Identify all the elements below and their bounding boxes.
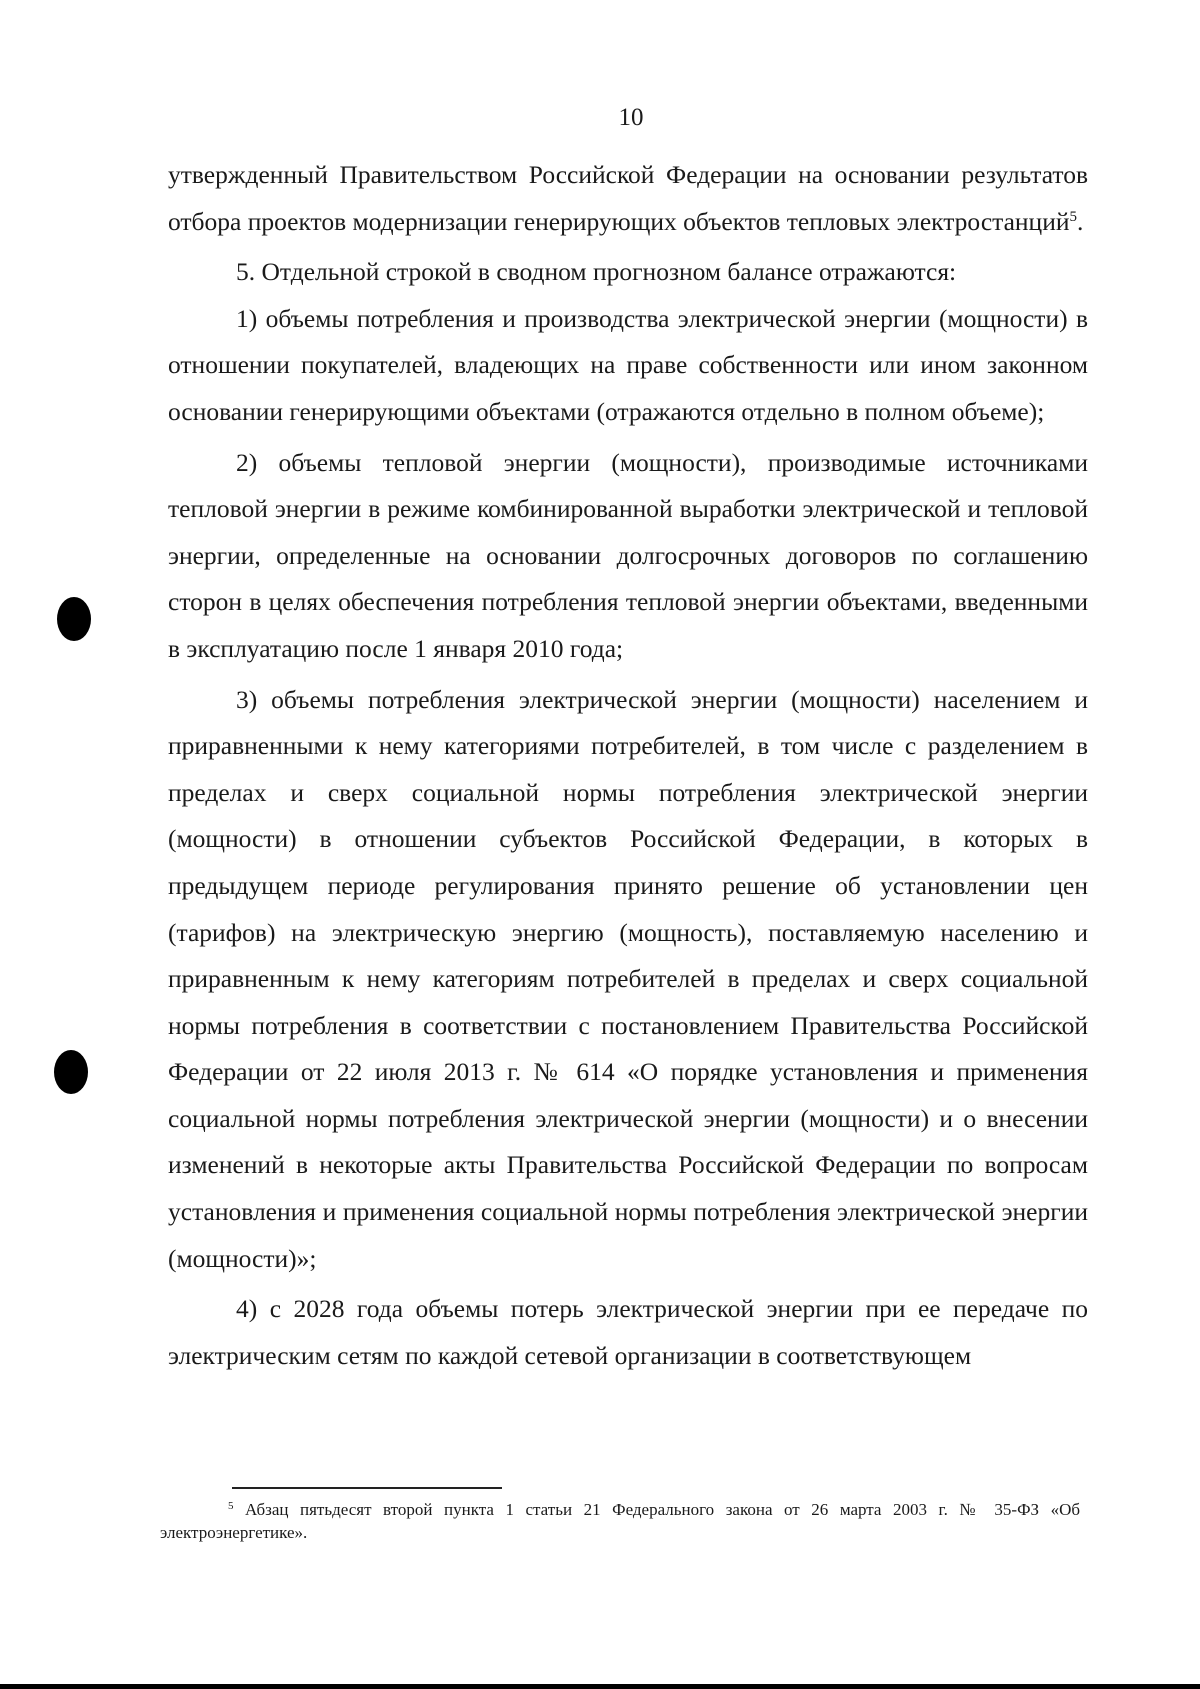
punch-hole-mark xyxy=(57,597,91,641)
footnote-reference: 5 xyxy=(1069,208,1077,225)
punch-hole-mark xyxy=(54,1050,88,1094)
paragraph-tail: . xyxy=(1077,206,1084,236)
paragraph-subitem-1: 1) объемы потребления и производства электрической энергии (мощности) в отношении покупателей, владеющих на праве собственности или ином законном основании генерирующими объектами (отражаются отдельно в полном объеме); xyxy=(168,303,1088,426)
document-body xyxy=(168,152,1088,1379)
page-number: 10 xyxy=(618,104,644,131)
footnote-text: Абзац пятьдесят второй пункта 1 статьи 21 Федерального закона от 26 марта 2003 г. № 35-ФЗ «Об электроэнергетике». xyxy=(160,1500,1080,1542)
paragraph-subitem-4: 4) с 2028 года объемы потерь электрической энергии при ее передаче по электрическим сетям по каждой сетевой организации в соответствующем xyxy=(168,1294,1088,1370)
footnote xyxy=(160,1498,1080,1544)
footnote-separator xyxy=(232,1487,502,1489)
footnote-marker: 5 xyxy=(228,1500,234,1512)
paragraph-continuation xyxy=(168,152,1088,245)
paragraph-text: утвержденный Правительством Российской Федерации на основании результатов отбора проектов модернизации генерирующих объектов тепловых электростанций xyxy=(168,160,1088,236)
paragraph-item-5: 5. Отдельной строкой в сводном прогнозном балансе отражаются: xyxy=(236,257,957,287)
paragraph-subitem-3: 3) объемы потребления электрической энергии (мощности) населением и приравненными к нему категориями потребителей, в том числе с разделением в пределах и сверх социальной нормы потребления электрической энергии (мощности) в отношении субъектов Российской Федерации, в которых в предыдущем периоде регулирования принято решение об установлении цен (тарифов) на электрическую энергию (мощность), поставляемую населению и приравненным к нему категориям потребителей в пределах и сверх социальной нормы потребления в соответствии с постановлением Правительства Российской Федерации от 22 июля 2013 г. № 614 «О порядке установления и применения социальной нормы потребления электрической энергии (мощности) и о внесении изменений в некоторые акты Правительства Российской Федерации по вопросам установления и применения социальной нормы потребления электрической энергии (мощности)»; xyxy=(168,684,1088,1273)
scan-edge-border xyxy=(0,1684,1200,1689)
paragraph-subitem-2: 2) объемы тепловой энергии (мощности), производимые источниками тепловой энергии в режиме комбинированной выработки электрической и тепловой энергии, определенные на основании долгосрочных договоров по соглашению сторон в целях обеспечения потребления тепловой энергии объектами, введенными в эксплуатацию после 1 января 2010 года; xyxy=(168,447,1088,663)
